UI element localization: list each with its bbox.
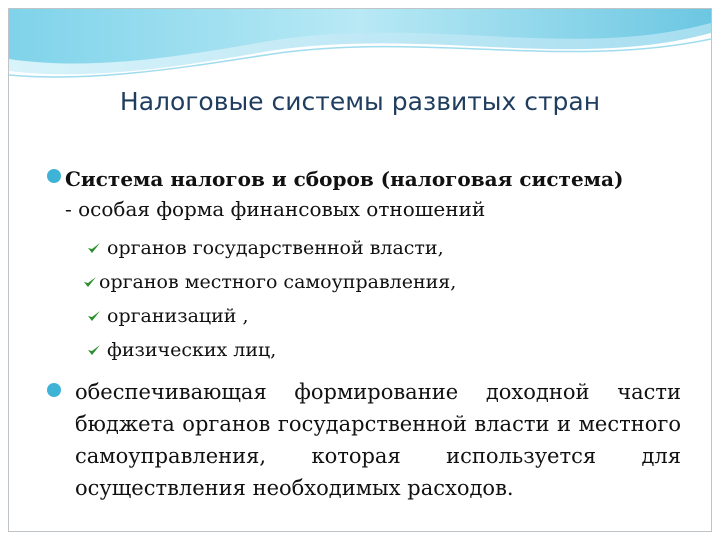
bullet-1 — [65, 164, 685, 224]
bullet-icon — [47, 169, 61, 183]
bullet-1-bold: Система налогов и сборов (налоговая система) — [65, 167, 624, 191]
bullet-icon — [47, 383, 61, 397]
sub-item: организаций , — [87, 301, 249, 331]
checkmark-icon — [87, 241, 101, 255]
slide-title: Налоговые системы развитых стран — [119, 87, 601, 116]
checkmark-icon — [87, 309, 101, 323]
checkmark-icon — [83, 275, 97, 289]
bullet-2: обеспечивающая формирование доходной части бюджета органов государственной власти и местного самоуправления, которая используется для осуществления необходимых расходов. — [75, 380, 681, 500]
slide — [8, 8, 712, 532]
bullet-1-rest: - особая форма финансовых отношений — [65, 197, 486, 221]
sub-item: органов местного самоуправления, — [83, 267, 456, 297]
sub-item: органов государственной власти, — [87, 233, 444, 263]
sub-item: физических лиц, — [87, 335, 276, 365]
header-wave-decoration — [9, 9, 711, 89]
checkmark-icon — [87, 343, 101, 357]
